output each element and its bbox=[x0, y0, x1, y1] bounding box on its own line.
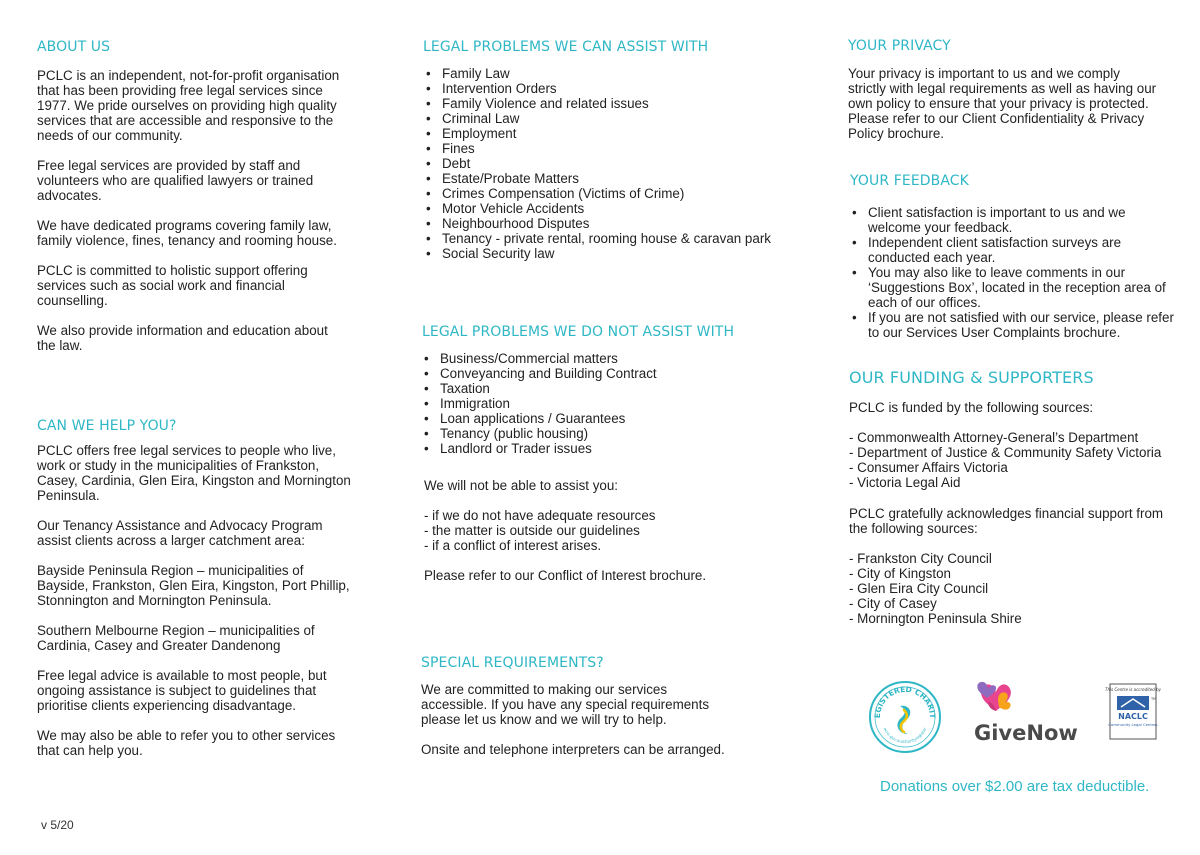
about-paragraph bbox=[37, 263, 339, 308]
help-line: work or study in the municipalities of Frankston, bbox=[37, 458, 320, 473]
privacy-line: Please refer to our Client Confidentiality & Privacy bbox=[848, 111, 1145, 126]
funding-support-intro-line: the following sources: bbox=[849, 521, 978, 536]
version-label: v 5/20 bbox=[41, 818, 74, 832]
help-line: Stonnington and Mornington Peninsula. bbox=[37, 593, 272, 608]
about-paragraph bbox=[37, 218, 339, 248]
about-line: PCLC is an independent, not-for-profit organisation bbox=[37, 68, 340, 83]
about-line: the law. bbox=[37, 338, 83, 353]
not-assist-heading: LEGAL PROBLEMS WE DO NOT ASSIST WITH bbox=[422, 324, 735, 340]
privacy-body bbox=[848, 66, 1156, 141]
assist-list bbox=[422, 66, 771, 261]
funding-source: - Victoria Legal Aid bbox=[849, 475, 961, 490]
special-heading: SPECIAL REQUIREMENTS? bbox=[421, 655, 604, 671]
not-assist-item: • Tenancy (public housing) bbox=[420, 426, 657, 441]
help-line: Bayside Peninsula Region – municipalities of bbox=[37, 563, 304, 578]
givenow-text: GiveNow bbox=[974, 721, 1078, 745]
special-line: accessible. If you have any special requirements bbox=[421, 697, 710, 712]
not-assist-intro: We will not be able to assist you: bbox=[424, 478, 619, 493]
funding-supporter: - Mornington Peninsula Shire bbox=[849, 611, 1022, 626]
about-paragraph bbox=[37, 68, 339, 143]
assist-item: • Criminal Law bbox=[422, 111, 771, 126]
feedback-item: • If you are not satisfied with our service, please refer to our Services User Complaints brochure. bbox=[848, 310, 1178, 340]
help-paragraph bbox=[37, 518, 351, 548]
privacy-line: strictly with legal requirements as well as having our bbox=[848, 81, 1157, 96]
assist-item: • Tenancy - private rental, rooming house & caravan park bbox=[422, 231, 771, 246]
help-line: Southern Melbourne Region – municipalities of bbox=[37, 623, 315, 638]
feedback-item: • You may also like to leave comments in our ‘Suggestions Box’, located in the reception area of each of our offices. bbox=[848, 265, 1178, 310]
naclc-tm: TM bbox=[1151, 697, 1157, 701]
not-assist-item: • Taxation bbox=[420, 381, 657, 396]
about-line: PCLC is committed to holistic support offering bbox=[37, 263, 308, 278]
assist-item: • Social Security law bbox=[422, 246, 771, 261]
assist-item: • Family Law bbox=[422, 66, 771, 81]
about-line: family violence, fines, tenancy and rooming house. bbox=[37, 233, 337, 248]
assist-item: • Employment bbox=[422, 126, 771, 141]
help-line: Peninsula. bbox=[37, 488, 100, 503]
about-line: needs of our community. bbox=[37, 128, 183, 143]
registered-charity-logo bbox=[868, 680, 942, 754]
assist-heading: LEGAL PROBLEMS WE CAN ASSIST WITH bbox=[423, 39, 709, 55]
help-line: Cardinia, Casey and Greater Dandenong bbox=[37, 638, 281, 653]
special-line: We are committed to making our services bbox=[421, 682, 668, 697]
assist-item: • Motor Vehicle Accidents bbox=[422, 201, 771, 216]
help-line: Our Tenancy Assistance and Advocacy Program bbox=[37, 518, 323, 533]
about-line: advocates. bbox=[37, 188, 102, 203]
about-line: We also provide information and education about bbox=[37, 323, 328, 338]
privacy-heading: YOUR PRIVACY bbox=[848, 38, 951, 54]
about-paragraph bbox=[37, 323, 339, 353]
funding-source: - Consumer Affairs Victoria bbox=[849, 460, 1008, 475]
naclc-logo bbox=[1105, 683, 1161, 740]
not-assist-list bbox=[420, 351, 657, 456]
funding-sources bbox=[849, 430, 1161, 490]
help-line: Casey, Cardinia, Glen Eira, Kingston and Mornington bbox=[37, 473, 351, 488]
naclc-caption: This Centre is accredited by bbox=[1105, 687, 1161, 692]
help-line: prioritise clients experiencing disadvantage. bbox=[37, 698, 297, 713]
help-line: Free legal advice is available to most people, but bbox=[37, 668, 327, 683]
charity-logo-text: EGISTERED CHARIT bbox=[872, 684, 938, 719]
help-paragraph bbox=[37, 668, 351, 713]
about-line: volunteers who are qualified lawyers or trained bbox=[37, 173, 314, 188]
about-line: Free legal services are provided by staff and bbox=[37, 158, 301, 173]
funding-source: - Commonwealth Attorney-General’s Department bbox=[849, 430, 1139, 445]
help-heading: CAN WE HELP YOU? bbox=[37, 418, 177, 434]
feedback-item: • Client satisfaction is important to us and we welcome your feedback. bbox=[848, 205, 1178, 235]
not-assist-reason: - the matter is outside our guidelines bbox=[424, 523, 640, 538]
interpreters-text: Onsite and telephone interpreters can be arranged. bbox=[421, 742, 725, 757]
assist-item: • Family Violence and related issues bbox=[422, 96, 771, 111]
assist-item: • Estate/Probate Matters bbox=[422, 171, 771, 186]
not-assist-reasons bbox=[424, 508, 656, 553]
donations-note: Donations over $2.00 are tax deductible. bbox=[880, 778, 1150, 795]
about-line: services that are accessible and responsive to the bbox=[37, 113, 334, 128]
assist-item: • Neighbourhood Disputes bbox=[422, 216, 771, 231]
funding-supporter: - Frankston City Council bbox=[849, 551, 992, 566]
about-heading: ABOUT US bbox=[37, 39, 111, 55]
help-paragraph bbox=[37, 563, 351, 608]
assist-item: • Debt bbox=[422, 156, 771, 171]
about-line: counselling. bbox=[37, 293, 108, 308]
funding-supporters bbox=[849, 551, 1022, 626]
funding-support-intro bbox=[849, 506, 1163, 536]
help-body bbox=[37, 443, 351, 758]
funding-heading: OUR FUNDING & SUPPORTERS bbox=[849, 368, 1094, 387]
assist-item: • Crimes Compensation (Victims of Crime) bbox=[422, 186, 771, 201]
special-body bbox=[421, 682, 709, 727]
help-line: Bayside, Frankston, Glen Eira, Kingston, Port Phillip, bbox=[37, 578, 350, 593]
not-assist-item: • Business/Commercial matters bbox=[420, 351, 657, 366]
assist-item: • Fines bbox=[422, 141, 771, 156]
help-paragraph bbox=[37, 443, 351, 503]
feedback-list bbox=[848, 205, 1178, 340]
not-assist-refer: Please refer to our Conflict of Interest brochure. bbox=[424, 568, 707, 583]
not-assist-item: • Conveyancing and Building Contract bbox=[420, 366, 657, 381]
privacy-line: own policy to ensure that your privacy is protected. bbox=[848, 96, 1149, 111]
funding-support-intro-line: PCLC gratefully acknowledges financial support from bbox=[849, 506, 1164, 521]
help-line: that can help you. bbox=[37, 743, 143, 758]
help-line: ongoing assistance is subject to guidelines that bbox=[37, 683, 317, 698]
about-line: that has been providing free legal services since bbox=[37, 83, 323, 98]
help-paragraph bbox=[37, 728, 351, 758]
about-body bbox=[37, 68, 339, 353]
charity-logo-url: acnc.gov.au/charityregister bbox=[882, 726, 928, 745]
about-line: 1977. We pride ourselves on providing high quality bbox=[37, 98, 337, 113]
about-line: services such as social work and financial bbox=[37, 278, 285, 293]
funding-intro: PCLC is funded by the following sources: bbox=[849, 400, 1094, 415]
not-assist-reason: - if a conflict of interest arises. bbox=[424, 538, 602, 553]
about-paragraph bbox=[37, 158, 339, 203]
funding-supporter: - City of Casey bbox=[849, 596, 937, 611]
funding-source: - Department of Justice & Community Safety Victoria bbox=[849, 445, 1162, 460]
help-line: We may also be able to refer you to other services bbox=[37, 728, 336, 743]
not-assist-item: • Immigration bbox=[420, 396, 657, 411]
feedback-item: • Independent client satisfaction surveys are conducted each year. bbox=[848, 235, 1178, 265]
not-assist-item: • Landlord or Trader issues bbox=[420, 441, 657, 456]
privacy-line: Your privacy is important to us and we comply bbox=[848, 66, 1120, 81]
givenow-logo bbox=[972, 680, 1078, 744]
naclc-name: NACLC bbox=[1118, 712, 1148, 721]
funding-supporter: - City of Kingston bbox=[849, 566, 951, 581]
not-assist-item: • Loan applications / Guarantees bbox=[420, 411, 657, 426]
help-line: PCLC offers free legal services to people who live, bbox=[37, 443, 336, 458]
help-line: assist clients across a larger catchment area: bbox=[37, 533, 305, 548]
naclc-sub: Community Legal Centres bbox=[1108, 722, 1158, 727]
not-assist-reason: - if we do not have adequate resources bbox=[424, 508, 656, 523]
funding-supporter: - Glen Eira City Council bbox=[849, 581, 989, 596]
privacy-line: Policy brochure. bbox=[848, 126, 945, 141]
about-line: We have dedicated programs covering family law, bbox=[37, 218, 332, 233]
help-paragraph bbox=[37, 623, 351, 653]
feedback-heading: YOUR FEEDBACK bbox=[850, 173, 969, 189]
assist-item: • Intervention Orders bbox=[422, 81, 771, 96]
special-line: please let us know and we will try to help. bbox=[421, 712, 667, 727]
